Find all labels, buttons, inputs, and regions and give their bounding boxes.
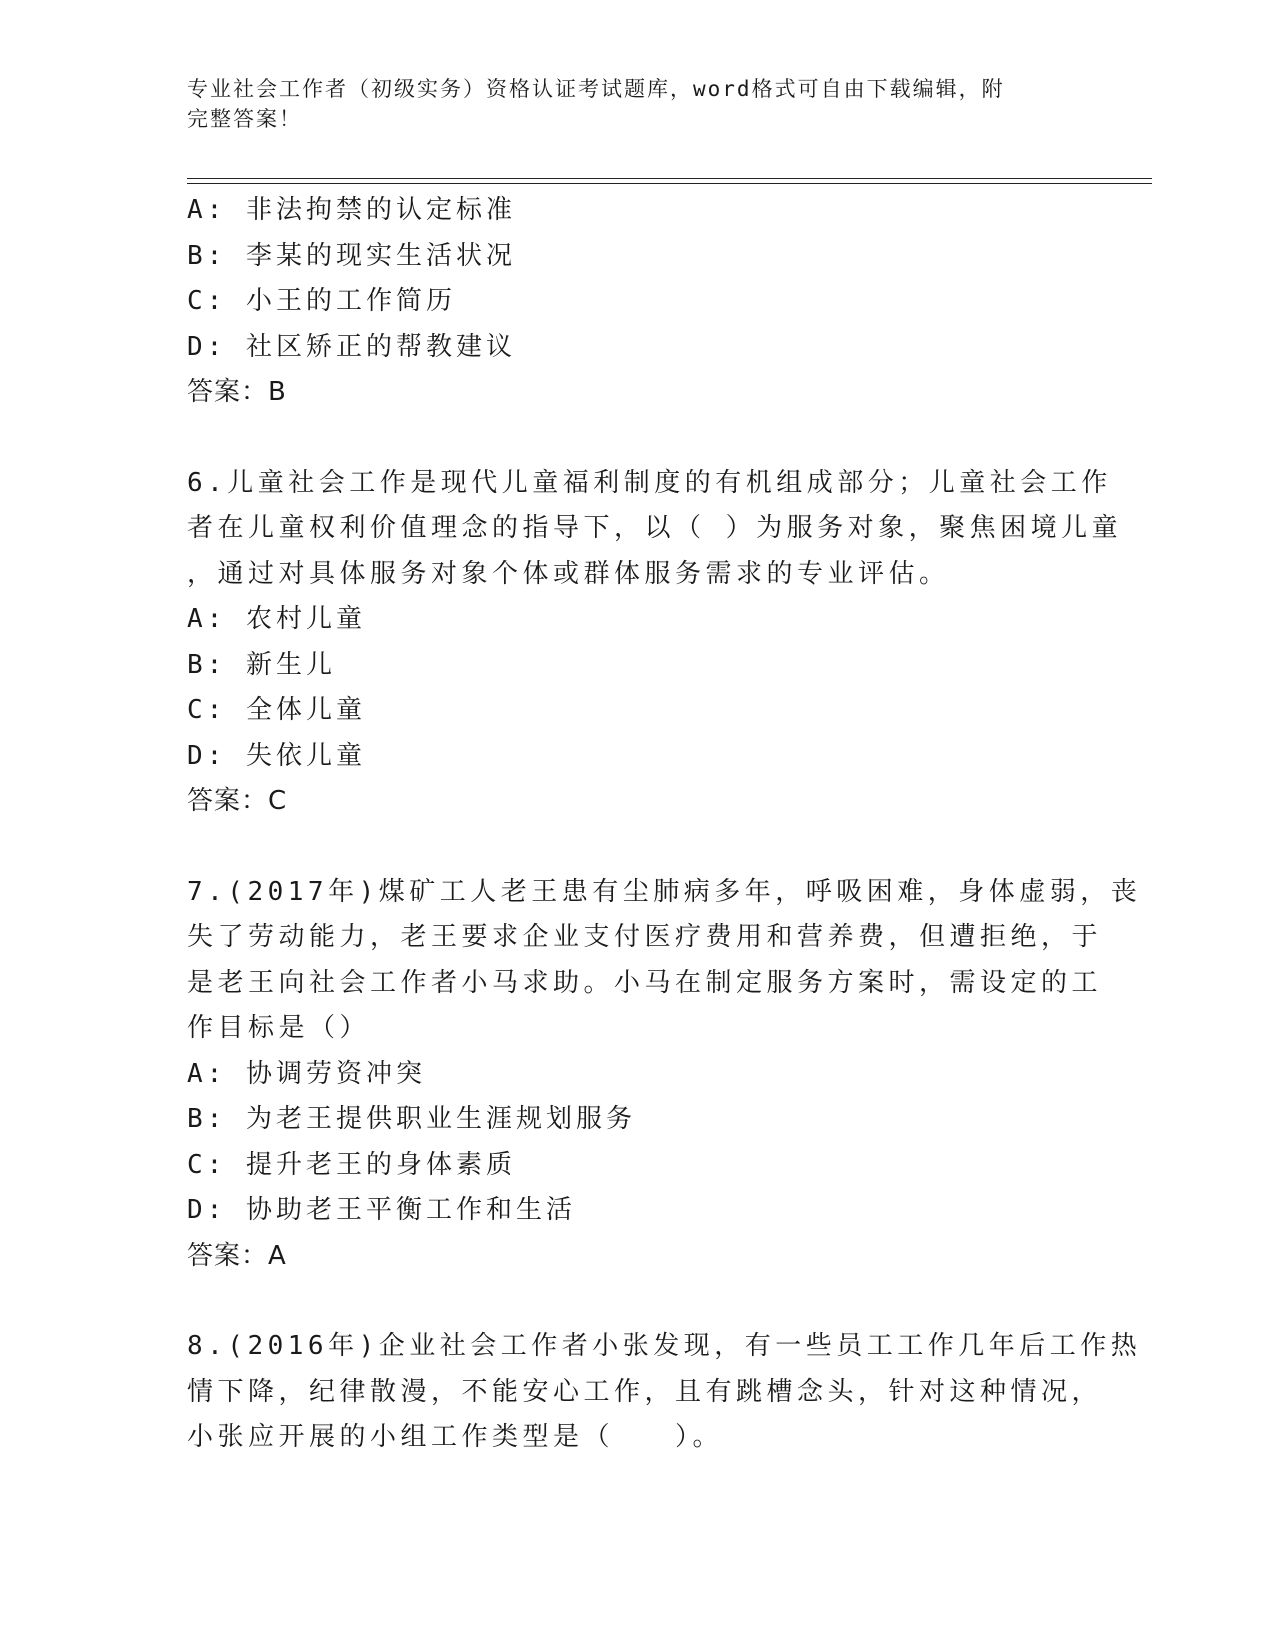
option-a: A: 非法拘禁的认定标准 (187, 195, 516, 225)
question-line: ，通过对具体服务对象个体或群体服务需求的专业评估。 (187, 558, 950, 589)
answer: 答案：C (187, 786, 288, 816)
question-list (187, 188, 1142, 1461)
option-c: C: 全体儿童 (187, 695, 366, 725)
option-a: A: 协调劳资冲突 (187, 1058, 426, 1089)
header-line-2: 完整答案！ (187, 107, 302, 131)
question-line: 小张应开展的小组工作类型是（ ）。 (187, 1422, 724, 1452)
header-divider-bottom (187, 183, 1152, 184)
answer: 答案：A (187, 1240, 287, 1271)
option-c: C: 提升老王的身体素质 (187, 1149, 516, 1180)
question-text (187, 461, 1123, 598)
option-b: B: 新生儿 (187, 649, 336, 680)
option-d: D: 社区矫正的帮教建议 (187, 331, 516, 362)
option-b: B: 为老王提供职业生涯规划服务 (187, 1104, 636, 1134)
question-8 (187, 1324, 1142, 1461)
question-line: 作目标是（） (187, 1013, 371, 1043)
page-header (187, 74, 1067, 134)
question-line: 是老王向社会工作者小马求助。小马在制定服务方案时，需设定的工 (187, 967, 1103, 998)
question-line: 情下降，纪律散漫，不能安心工作，且有跳槽念头，针对这种情况， (187, 1376, 1103, 1407)
question-line: 7.(2017年)煤矿工人老王患有尘肺病多年，呼吸困难，身体虚弱，丧 (187, 876, 1142, 907)
header-divider-top (187, 178, 1152, 179)
question-line: 6.儿童社会工作是现代儿童福利制度的有机组成部分；儿童社会工作 (187, 467, 1112, 498)
option-d: D: 失依儿童 (187, 740, 366, 771)
option-a: A: 农村儿童 (187, 604, 366, 634)
question-6 (187, 461, 1123, 825)
question-text (187, 1324, 1142, 1461)
option-c: C: 小王的工作简历 (187, 286, 456, 316)
question-5 (187, 188, 1087, 416)
question-line: 失了劳动能力，老王要求企业支付医疗费用和营养费，但遭拒绝，于 (187, 922, 1103, 952)
answer: 答案：B (187, 377, 287, 407)
question-line: 者在儿童权利价值理念的指导下，以（ ）为服务对象，聚焦困境儿童 (187, 513, 1123, 543)
header-line-1: 专业社会工作者（初级实务）资格认证考试题库，word格式可自由下载编辑，附 (187, 77, 1005, 101)
option-b: B: 李某的现实生活状况 (187, 240, 516, 271)
question-7 (187, 870, 1142, 1280)
option-d: D: 协助老王平衡工作和生活 (187, 1195, 576, 1225)
question-text (187, 870, 1142, 1052)
question-line: 8.(2016年)企业社会工作者小张发现，有一些员工工作几年后工作热 (187, 1331, 1142, 1361)
